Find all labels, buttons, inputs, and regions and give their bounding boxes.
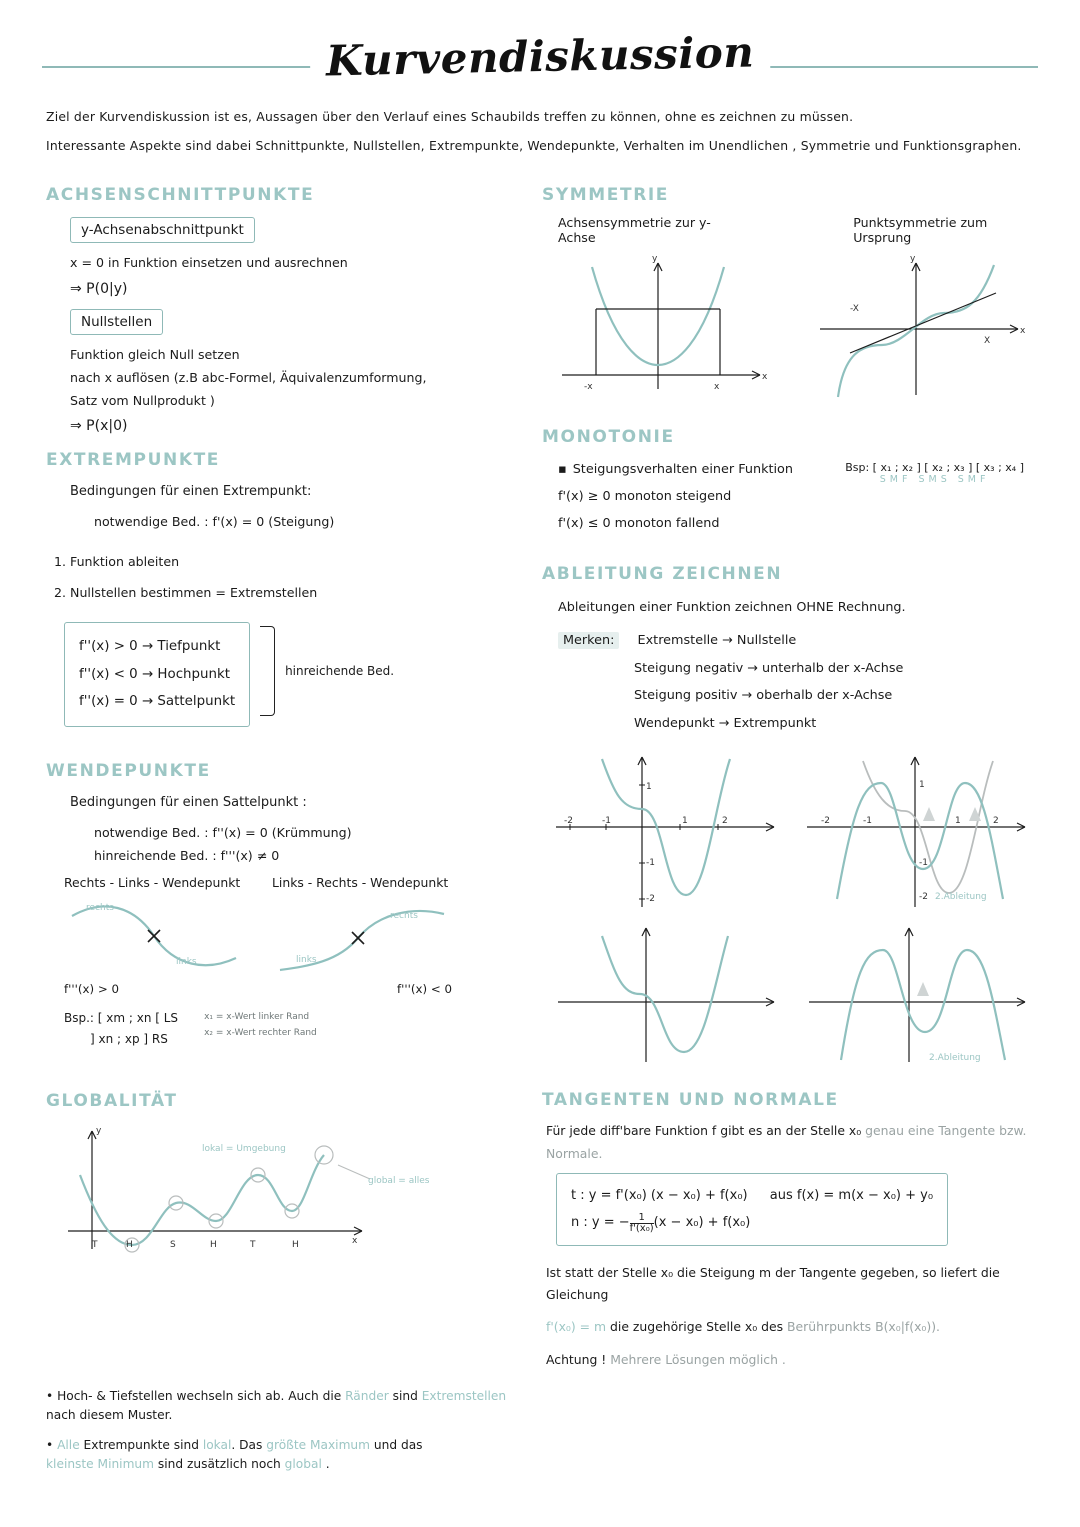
graph-punktsymmetrie xyxy=(804,249,1034,409)
extrempunkte-condition-title: Bedingungen für einen Extrempunkt: xyxy=(70,484,312,500)
tangenten-line-3c: Berührpunkts B(x₀|f(x₀)). xyxy=(787,1319,940,1335)
tangenten-warning-text: Mehrere Lösungen möglich . xyxy=(606,1351,786,1367)
tangenten-line-1a: Für jede diff'bare Funktion f gibt es an der Stelle x₀ xyxy=(546,1123,866,1139)
footnotes-left xyxy=(46,1377,518,1485)
derivative-caption-2: 2.Ableitung xyxy=(929,1053,981,1064)
svg-text:-1: -1 xyxy=(863,816,872,827)
sketch-rl-formula: f'''(x) > 0 xyxy=(64,982,119,997)
bullet-icon: ▪ xyxy=(558,462,567,478)
sym-left-y: y xyxy=(652,254,658,265)
svg-text:2: 2 xyxy=(993,816,999,827)
sym-left-posx: x xyxy=(714,382,720,393)
footnote-1-line2: nach diesem Muster. xyxy=(46,1408,173,1423)
sym-left-x: x xyxy=(762,372,768,383)
derivative-caption-1: 2.Ableitung xyxy=(935,892,987,903)
merken-label: Merken: xyxy=(558,632,619,649)
derivative-graphs-row-1 xyxy=(546,749,1034,914)
extrempunkte-step-2: 2. Nullstellen bestimmen = Extremstellen xyxy=(54,585,318,601)
tangenten-line-4 xyxy=(546,1349,1034,1371)
symmetrie-graphs xyxy=(548,249,1034,409)
svg-text:-1: -1 xyxy=(919,858,928,869)
symmetrie-right-label: Punktsymmetrie zum Ursprung xyxy=(853,215,988,246)
footnote-2-line2a: kleinste Minimum xyxy=(46,1457,155,1472)
footnote-2-line2b: sind zusätzlich noch xyxy=(154,1457,285,1472)
graph-achsensymmetrie xyxy=(548,249,778,409)
sketch-lr-graph xyxy=(272,892,452,980)
monotonie-bsp-codes: SMF SMS SMF xyxy=(879,474,990,486)
monotonie-beispiel xyxy=(845,461,1024,485)
ableitung-rule-1: Extremstelle → Nullstelle xyxy=(637,633,797,649)
extrempunkte-necessary: notwendige Bed. : f'(x) = 0 (Steigung) xyxy=(94,514,335,530)
globalitaet-graph-wrap xyxy=(52,1121,518,1271)
footnote-2-hl1: lokal xyxy=(202,1437,232,1452)
footnote-1-part2: sind xyxy=(388,1388,422,1403)
sym-right-negx: -X xyxy=(850,304,859,315)
sketch-rl-title: Rechts - Links - Wendepunkt xyxy=(64,875,241,891)
wp-bsp-line-2: ] xn ; xp ] RS xyxy=(90,1031,168,1046)
svg-text:-2: -2 xyxy=(564,816,573,827)
svg-text:H: H xyxy=(210,1240,217,1251)
heading-wendepunkte: WENDEPUNKTE xyxy=(46,760,211,781)
wendepunkte-body xyxy=(70,791,518,868)
sketch-rechts-links xyxy=(64,875,244,996)
graph-derivative-2 xyxy=(797,749,1032,914)
heading-extrempunkte: EXTREMPUNKTE xyxy=(46,450,221,471)
normale-fraction xyxy=(630,1213,654,1235)
extrempunkte-criteria-box xyxy=(64,622,250,726)
glob-local-label: lokal = Umgebung xyxy=(202,1144,286,1155)
graph-derivative-1 xyxy=(546,749,781,914)
footnote-2-marker: • xyxy=(46,1437,54,1452)
normale-formula-pre: n : y = − xyxy=(571,1215,630,1231)
tangenten-explanation xyxy=(546,1262,1034,1371)
footnotes-block xyxy=(46,1377,1034,1485)
criteria-hochpunkt: f''(x) < 0 → Hochpunkt xyxy=(79,666,231,682)
box-y-achsenabschnittpunkt: y-Achsenabschnittpunkt xyxy=(70,217,255,243)
ableitung-rule-3: Steigung positiv → oberhalb der x-Achse xyxy=(634,688,893,704)
wendepunkte-condition-title: Bedingungen für einen Sattelpunkt : xyxy=(70,794,307,810)
footnote-2-part1: Alle xyxy=(57,1437,80,1452)
intro-block xyxy=(46,108,1034,155)
footnote-1-part1: Hoch- & Tiefstellen wechseln sich ab. Auch die xyxy=(57,1388,346,1403)
heading-achsenschnittpunkte: ACHSENSCHNITTPUNKTE xyxy=(46,185,315,206)
symmetrie-left-label: Achsensymmetrie zur y-Achse xyxy=(558,215,711,246)
footnote-1-marker: • xyxy=(46,1388,54,1403)
footnote-2-part2: Extrempunkte sind xyxy=(79,1437,203,1452)
monotonie-bullet xyxy=(558,457,793,484)
tangente-formula: t : y = f'(x₀) (x − x₀) + f(x₀) xyxy=(571,1187,748,1203)
extrempunkte-sufficient-label: hinreichende Bed. xyxy=(285,663,395,678)
nullstellen-step-3: Satz vom Nullprodukt ) xyxy=(70,393,215,409)
sketch-lr-formula: f'''(x) < 0 xyxy=(397,982,452,997)
svg-text:-1: -1 xyxy=(602,816,611,827)
wp-bsp-note-2: x₂ = x-Wert rechter Rand xyxy=(204,1027,317,1038)
intro-line-1: Ziel der Kurvendiskussion ist es, Aussagen über den Verlauf eines Schaubilds treffen zu können, ohne es zeichnen zu müssen. xyxy=(46,109,854,124)
extrempunkte-step-1: 1. Funktion ableiten xyxy=(54,553,180,569)
tangenten-line-3a: f'(x₀) = m xyxy=(546,1319,607,1335)
tangenten-line-1b: genau eine Tangente bzw. Normale. xyxy=(546,1123,1027,1161)
nullstellen-result: ⇒ P(x|0) xyxy=(70,418,128,435)
globalitaet-graph xyxy=(52,1121,472,1271)
normale-formula-row xyxy=(571,1209,933,1236)
svg-text:1: 1 xyxy=(646,782,652,793)
monotonie-bsp-intervals: Bsp: [ x₁ ; x₂ ] [ x₂ ; x₃ ] [ x₃ ; x₄ ] xyxy=(845,461,1024,475)
footnote-2-part4: und das xyxy=(370,1437,423,1452)
footnote-2-line2d: . xyxy=(321,1457,330,1472)
svg-text:1: 1 xyxy=(955,816,961,827)
footnotes-right-spacer xyxy=(542,1377,1034,1485)
glob-y-label: y xyxy=(96,1126,102,1137)
curly-bracket-icon xyxy=(260,626,275,716)
svg-text:H: H xyxy=(126,1240,133,1251)
criteria-tiefpunkt: f''(x) > 0 → Tiefpunkt xyxy=(79,639,221,655)
sketch-links-rechts xyxy=(272,875,452,996)
tangenten-line-2: Ist statt der Stelle x₀ die Steigung m der Tangente gegeben, so liefert die Gleichung xyxy=(546,1264,1000,1302)
tangente-source-formula: aus f(x) = m(x − x₀) + y₀ xyxy=(769,1187,934,1203)
footnote-1-hl2: Extremstellen xyxy=(421,1388,507,1403)
sym-right-y: y xyxy=(910,254,916,265)
graph-derivative-3 xyxy=(546,920,781,1070)
footnote-2-part3: . Das xyxy=(231,1437,267,1452)
svg-text:2: 2 xyxy=(722,816,728,827)
left-column xyxy=(46,169,518,1271)
glob-x-label: x xyxy=(352,1236,358,1247)
header-rule-left xyxy=(42,66,332,68)
wendepunkt-sketches xyxy=(64,875,518,996)
sym-right-posx: X xyxy=(984,336,991,347)
content-columns xyxy=(46,169,1034,1371)
sym-right-x: x xyxy=(1020,326,1026,337)
monotonie-fallend: f'(x) ≤ 0 monoton fallend xyxy=(558,515,720,531)
normale-fraction-num: 1 xyxy=(630,1213,654,1225)
footnote-1 xyxy=(46,1387,518,1426)
achsenschnittpunkte-body xyxy=(70,215,518,434)
page-title: Kurvendiskussion xyxy=(309,27,770,86)
wp-bsp-note-1: x₁ = x-Wert linker Rand xyxy=(204,1012,310,1023)
wendepunkt-beispiel xyxy=(64,1008,518,1049)
nullstellen-step-1: Funktion gleich Null setzen xyxy=(70,346,240,362)
tangenten-line-3 xyxy=(546,1316,1034,1338)
tangenten-body xyxy=(546,1120,1034,1165)
y-abschnitt-step: x = 0 in Funktion einsetzen und ausrechnen xyxy=(70,255,348,271)
sketch-lr-bottom-label: links xyxy=(296,955,317,966)
tangente-formula-row xyxy=(571,1182,933,1209)
y-abschnitt-result: ⇒ P(0|y) xyxy=(70,280,128,297)
extrempunkte-body xyxy=(70,480,518,533)
derivative-graphs-row-2 xyxy=(546,920,1034,1070)
normale-fraction-den: f'(x₀) xyxy=(629,1223,654,1235)
wendepunkte-necessary: notwendige Bed. : f''(x) = 0 (Krümmung) xyxy=(94,824,352,840)
svg-text:-1: -1 xyxy=(646,858,655,869)
criteria-sattelpunkt: f''(x) = 0 → Sattelpunkt xyxy=(79,694,236,710)
heading-monotonie: MONOTONIE xyxy=(542,427,675,448)
monotonie-bullet-text: Steigungsverhalten einer Funktion xyxy=(572,462,793,478)
intro-line-2: Interessante Aspekte sind dabei Schnittpunkte, Nullstellen, Extrempunkte, Wendepunkte, Verhalten im Unendlichen , Symmetrie und Funktionsgraphen. xyxy=(46,137,1022,153)
monotonie-body xyxy=(558,457,793,538)
tangenten-line-3b: die zugehörige Stelle x₀ des xyxy=(606,1319,788,1335)
svg-text:T: T xyxy=(92,1240,98,1251)
svg-text:S: S xyxy=(170,1240,176,1251)
wp-bsp-line-1: Bsp.: [ xm ; xn [ LS xyxy=(64,1011,179,1026)
heading-globalitaet: GLOBALITÄT xyxy=(46,1091,178,1112)
monotonie-steigend: f'(x) ≥ 0 monoton steigend xyxy=(558,489,732,505)
glob-global-label: global = alles xyxy=(368,1176,430,1187)
sketch-rl-graph xyxy=(64,892,244,980)
nullstellen-step-2: nach x auflösen (z.B abc-Formel, Äquivalenzumformung, xyxy=(70,369,427,385)
ableitung-intro: Ableitungen einer Funktion zeichnen OHNE Rechnung. xyxy=(558,599,906,615)
heading-tangenten: TANGENTEN UND NORMALE xyxy=(542,1090,839,1111)
right-column xyxy=(542,169,1034,1371)
footnote-2-line2c: global xyxy=(284,1457,322,1472)
sketch-rl-top-label: rechts xyxy=(86,903,114,914)
ableitung-rule-4: Wendepunkt → Extrempunkt xyxy=(634,715,817,731)
svg-text:H: H xyxy=(292,1240,299,1251)
svg-text:-2: -2 xyxy=(919,892,928,903)
heading-ableitung-zeichnen: ABLEITUNG ZEICHNEN xyxy=(542,563,783,584)
wendepunkte-sufficient: hinreichende Bed. : f'''(x) ≠ 0 xyxy=(94,848,280,864)
sym-left-negx: -x xyxy=(584,382,593,393)
footnote-2 xyxy=(46,1436,518,1475)
sketch-lr-title: Links - Rechts - Wendepunkt xyxy=(272,875,449,891)
tangenten-line-1 xyxy=(546,1120,1034,1165)
ableitung-body xyxy=(558,594,1034,738)
footnote-2-hl2: größte Maximum xyxy=(266,1437,371,1452)
ableitung-rule-2: Steigung negativ → unterhalb der x-Achse xyxy=(634,660,904,676)
heading-symmetrie: SYMMETRIE xyxy=(542,185,670,206)
footnote-1-hl1: Ränder xyxy=(345,1388,389,1403)
normale-formula-post: (x − x₀) + f(x₀) xyxy=(653,1215,751,1231)
tangenten-formula-box xyxy=(556,1173,948,1246)
svg-text:-2: -2 xyxy=(821,816,830,827)
box-nullstellen: Nullstellen xyxy=(70,309,163,335)
graph-derivative-4 xyxy=(797,920,1032,1070)
page-header xyxy=(0,14,1080,98)
svg-text:-2: -2 xyxy=(646,894,655,905)
svg-text:T: T xyxy=(250,1240,256,1251)
svg-text:1: 1 xyxy=(919,780,925,791)
symmetrie-subheads xyxy=(558,215,1034,245)
sketch-rl-bottom-label: links xyxy=(176,957,197,968)
sketch-lr-top-label: rechts xyxy=(390,911,418,922)
header-rule-right xyxy=(748,66,1038,68)
svg-text:1: 1 xyxy=(682,816,688,827)
tangenten-warning-label: Achtung ! xyxy=(546,1351,607,1367)
